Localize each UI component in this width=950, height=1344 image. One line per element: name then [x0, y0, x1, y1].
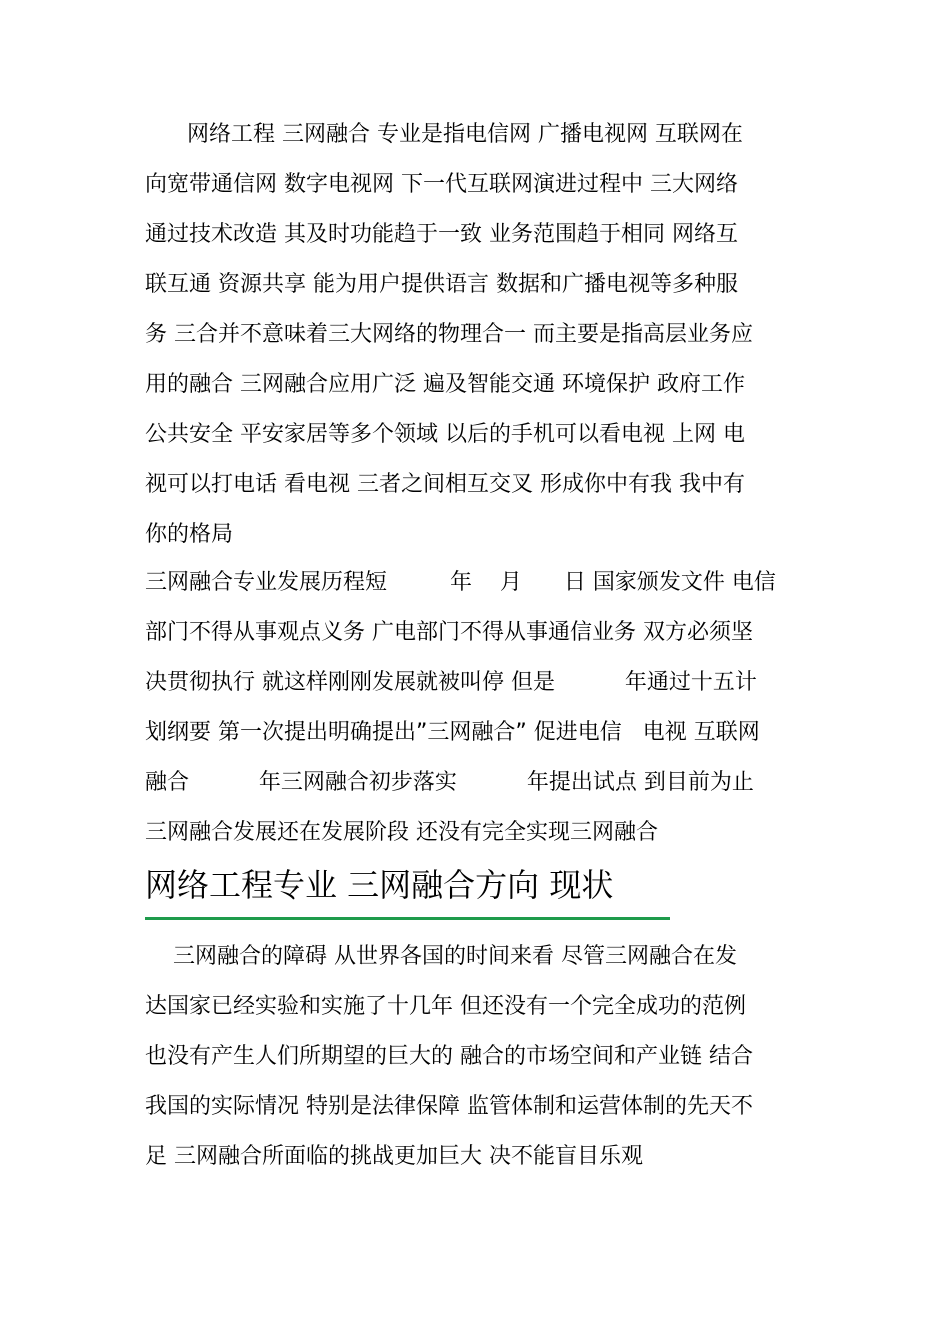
status-line-1: 三网融合的障碍 从世界各国的时间来看 尽管三网融合在发 [145, 944, 737, 969]
status-line-5: 足 三网融合所面临的挑战更加巨大 决不能盲目乐观 [145, 1144, 643, 1169]
status-line-3: 也没有产生人们所期望的巨大的 融合的市场空间和产业链 结合 [145, 1044, 753, 1069]
intro-line-2: 向宽带通信网 数字电视网 下一代互联网演进过程中 三大网络 [145, 172, 738, 197]
history-line-2: 部门不得从事观点义务 广电部门不得从事通信业务 双方必须坚 [145, 620, 753, 645]
intro-line-9: 你的格局 [145, 522, 234, 547]
intro-line-8: 视可以打电话 看电视 三者之间相互交叉 形成你中有我 我中有 [145, 472, 745, 497]
intro-line-3: 通过技术改造 其及时功能趋于一致 业务范围趋于相同 网络互 [145, 222, 738, 247]
status-line-2: 达国家已经实验和实施了十几年 但还没有一个完全成功的范例 [145, 994, 746, 1019]
history-line-5: 融合 年三网融合初步落实 年提出试点 到目前为止 [145, 770, 754, 795]
status-line-4: 我国的实际情况 特别是法律保障 监管体制和运营体制的先天不 [145, 1094, 753, 1119]
intro-line-5: 务 三合并不意味着三大网络的物理合一 而主要是指高层业务应 [145, 322, 753, 347]
intro-line-6: 用的融合 三网融合应用广泛 遍及智能交通 环境保护 政府工作 [145, 372, 745, 397]
history-line-1: 三网融合专业发展历程短 年 月 日 国家颁发文件 电信 [145, 570, 776, 595]
history-line-3: 决贯彻执行 就这样刚刚发展就被叫停 但是 年通过十五计 [145, 670, 757, 695]
history-line-4: 划纲要 第一次提出明确提出”三网融合” 促进电信 电视 互联网 [145, 720, 760, 745]
intro-line-1: 网络工程 三网融合 专业是指电信网 广播电视网 互联网在 [145, 122, 743, 147]
history-line-6: 三网融合发展还在发展阶段 还没有完全实现三网融合 [145, 820, 658, 845]
section-heading: 网络工程专业 三网融合方向 现状 [145, 866, 614, 904]
heading-underline [145, 917, 670, 920]
intro-line-4: 联互通 资源共享 能为用户提供语言 数据和广播电视等多种服 [145, 272, 738, 297]
intro-line-7: 公共安全 平安家居等多个领域 以后的手机可以看电视 上网 电 [145, 422, 745, 447]
